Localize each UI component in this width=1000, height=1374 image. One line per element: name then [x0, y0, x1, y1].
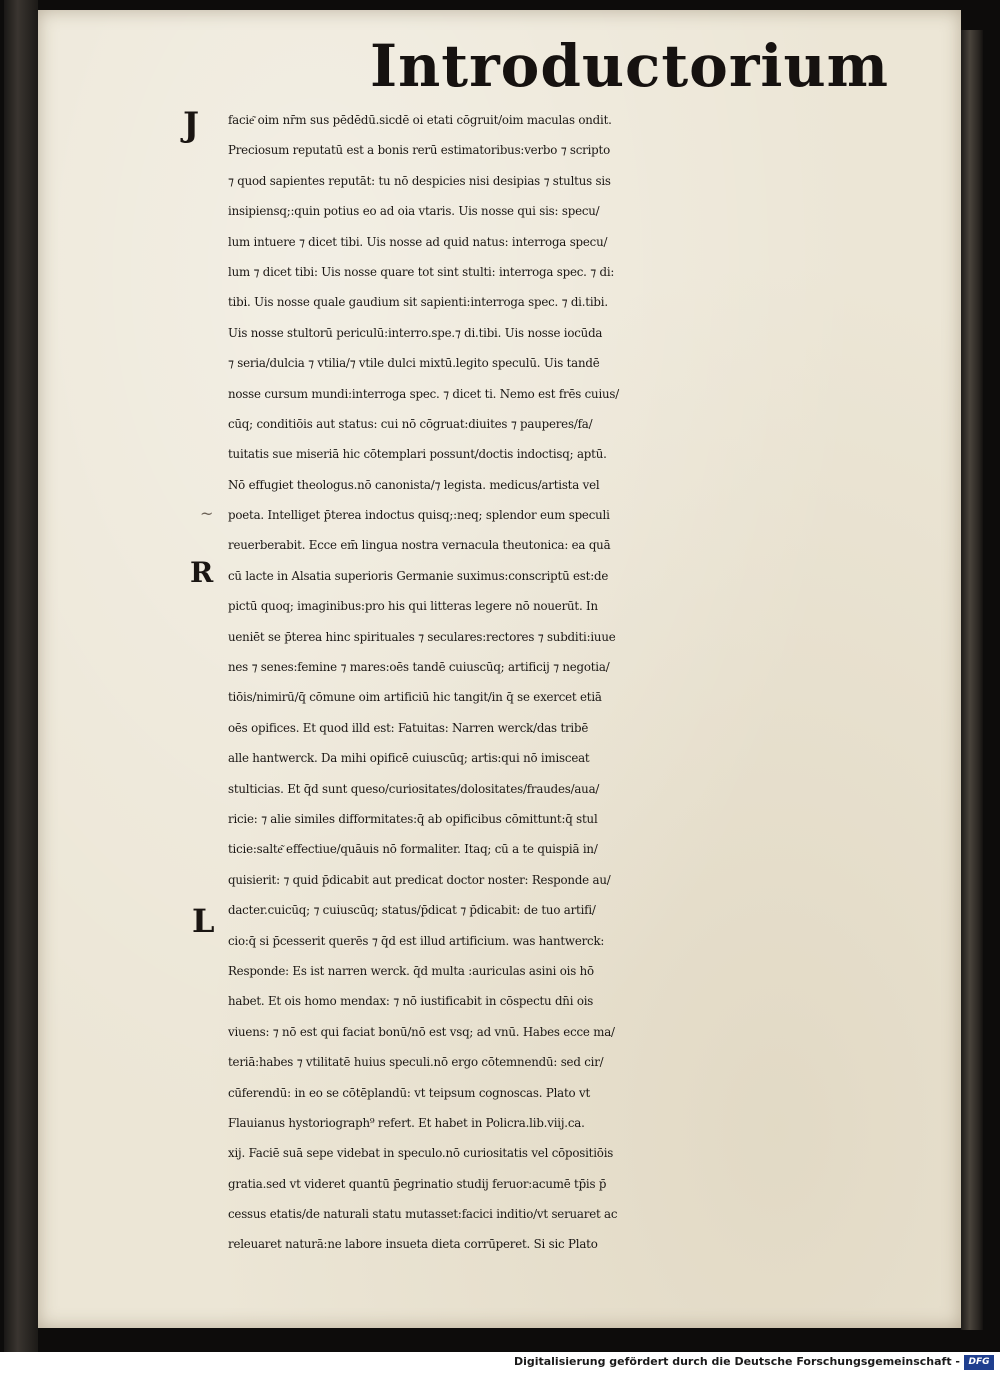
running-head: Introductorium: [370, 32, 889, 100]
text-line: teriā:habes ⁊ vtilitatē huius speculi.nō ergo cōtemnendū: sed cir/: [228, 1055, 604, 1070]
text-line: gratia.sed vt videret quantū p̄egrinatio studij feruor:acumē tp̄is p̄: [228, 1176, 607, 1191]
text-line: lum intuere ⁊ dicet tibi. Uis nosse ad quid natus: interroga specu/: [228, 234, 608, 249]
text-line: cūq; conditiōis aut status: cui nō cōgruat:diuites ⁊ pauperes/fa/: [228, 416, 593, 431]
text-line: Preciosum reputatū est a bonis rerū estimatoribus:verbo ⁊ scripto: [228, 143, 610, 158]
text-line: dacter.cuicūq; ⁊ cuiuscūq; status/p̄dicat ⁊ p̄dicabit: de tuo artifi/: [228, 903, 596, 918]
text-line: Flauianus hystoriograph⁹ refert. Et habet in Policra.lib.viij.ca.: [228, 1115, 585, 1130]
text-line: insipiensq;:quin potius eo ad oia vtaris. Uis nosse qui sis: specu/: [228, 204, 600, 219]
text-line: viuens: ⁊ nō est qui faciat bonū/nō est vsq; ad vnū. Habes ecce ma/: [228, 1024, 615, 1039]
body-text: [228, 105, 953, 1260]
text-line: stulticias. Et q̄d sunt queso/curiositates/dolositates/fraudes/aua/: [228, 781, 600, 796]
text-line: reuerberabit. Ecce em̄ lingua nostra vernacula theutonica: ea quā: [228, 538, 611, 553]
text-line: ticie:salte͂ effectiue/quāuis nō formaliter. Itaq; cū a te quispiā in/: [228, 842, 598, 857]
text-line: poeta. Intelliget p̄terea indoctus quisq;:neq; splendor eum speculi: [228, 508, 610, 523]
text-line: ⁊ quod sapientes reputāt: tu nō despicies nisi desipias ⁊ stultus sis: [228, 173, 611, 188]
text-line: cessus etatis/de naturali statu mutasset:facici inditio/vt seruaret ac: [228, 1207, 618, 1222]
digitization-credit: Digitalisierung gefördert durch die Deutsche Forschungsgemeinschaft -: [513, 1355, 960, 1368]
text-line: oēs opifices. Et quod illd est: Fatuitas: Narren werck/das tribē: [228, 720, 589, 735]
text-line: nosse cursum mundi:interroga spec. ⁊ dicet ti. Nemo est frēs cuius/: [228, 386, 620, 401]
text-line: ueniēt se p̄terea hinc spirituales ⁊ seculares:rectores ⁊ subditi:iuue: [228, 629, 616, 644]
text-line: ⁊ seria/dulcia ⁊ vtilia/⁊ vtile dulci mixtū.legito speculū. Uis tandē: [228, 356, 600, 371]
text-line: xij. Faciē suā sepe videbat in speculo.nō curiositatis vel cōpositiōis: [228, 1146, 614, 1161]
text-line: releuaret naturā:ne labore insueta dieta corrūperet. Si sic Plato: [228, 1237, 598, 1252]
text-line: habet. Et ois homo mendax: ⁊ nō iustificabit in cōspectu dn̄i ois: [228, 994, 594, 1009]
text-line: lum ⁊ dicet tibi: Uis nosse quare tot sint stulti: interroga spec. ⁊ di:: [228, 264, 615, 279]
text-line: tiōis/nimirū/q̄ cōmune oim artificiū hic tangit/in q̄ se exercet etiā: [228, 690, 602, 705]
text-line: quisierit: ⁊ quid p̄dicabit aut predicat doctor noster: Responde au/: [228, 872, 611, 887]
text-line: cū lacte in Alsatia superioris Germanie suximus:conscriptū est:de: [228, 568, 609, 583]
text-line: facie͂ oim nr̄m sus pēdēdū.sicdē oi etati cōgruit/oim maculas ondit.: [228, 113, 612, 127]
text-line: cūferendū: in eo se cōtēplandū: vt teipsum cognoscas. Plato vt: [228, 1085, 590, 1100]
text-line: Responde: Es ist narren werck. q̄d multa :auriculas asini ois hō: [228, 963, 594, 978]
text-line: pictū quoq; imaginibus:pro his qui litteras legere nō nouerūt. In: [228, 599, 598, 614]
binding-edge: [4, 0, 38, 1352]
margin-mark: ~: [200, 504, 214, 523]
text-line: Nō effugiet theologus.nō canonista/⁊ legista. medicus/artista vel: [228, 477, 600, 492]
initial-letter-first: J: [183, 105, 200, 145]
text-line: tuitatis sue miseriā hic cōtemplari possunt/doctis indoctisq; aptū.: [228, 447, 607, 462]
dfg-logo: DFG: [964, 1355, 994, 1370]
page-edge: [961, 30, 983, 1330]
footer-bar: [0, 1352, 1000, 1374]
initial-letter-third: L: [192, 902, 215, 940]
text-line: cio:q̄ si p̄cesserit querēs ⁊ q̄d est illud artificium. was hantwerck:: [228, 933, 605, 948]
text-line: ricie: ⁊ alie similes difformitates:q̄ ab opificibus cōmittunt:q̄ stul: [228, 811, 598, 826]
text-line: tibi. Uis nosse quale gaudium sit sapienti:interroga spec. ⁊ di.tibi.: [228, 295, 608, 310]
text-line: Uis nosse stultorū periculū:interro.spe.⁊ di.tibi. Uis nosse iocūda: [228, 325, 603, 340]
text-line: nes ⁊ senes:femine ⁊ mares:oēs tandē cuiuscūq; artificij ⁊ negotia/: [228, 660, 610, 675]
text-line: alle hantwerck. Da mihi opificē cuiuscūq; artis:qui nō imisceat: [228, 751, 590, 766]
initial-letter-second: R: [190, 556, 214, 589]
